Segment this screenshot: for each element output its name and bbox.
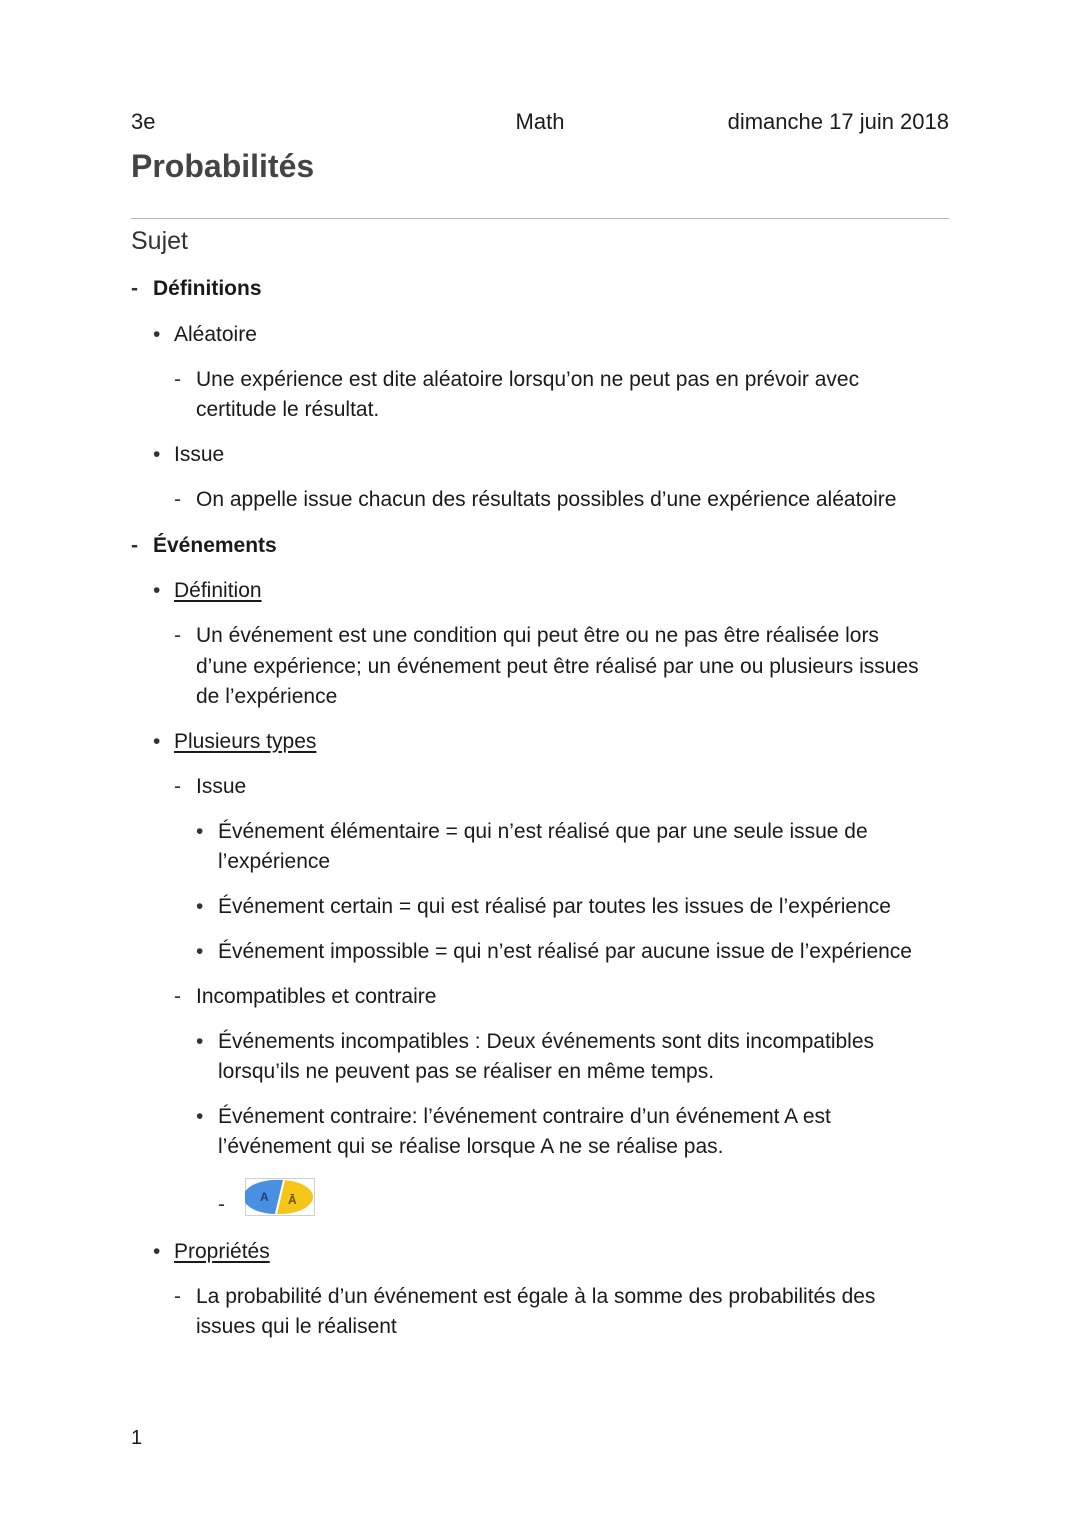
heading-definitions: Définitions bbox=[153, 277, 262, 300]
bullet-marker: • bbox=[196, 1030, 204, 1053]
dash-marker: - bbox=[174, 488, 181, 511]
certain-text: Événement certain = qui est réalisé par toutes les issues de l’expérience bbox=[218, 895, 891, 918]
contraire-text-2: l’événement qui se réalise lorsque A ne se réalise pas. bbox=[218, 1135, 724, 1158]
section-title: Sujet bbox=[131, 227, 188, 255]
divider bbox=[131, 218, 949, 219]
bullet-marker: • bbox=[153, 1240, 161, 1263]
aleatoire-text-1: Une expérience est dite aléatoire lorsqu’on ne peut pas en prévoir avec bbox=[196, 368, 860, 391]
impossible-text: Événement impossible = qui n’est réalisé par aucune issue de l’expérience bbox=[218, 940, 912, 963]
bullet-marker: • bbox=[153, 323, 161, 346]
heading-evenements: Événements bbox=[153, 534, 277, 557]
a-label: A bbox=[260, 1190, 269, 1204]
definition-text-2: d’une expérience; un événement peut être réalisé par une ou plusieurs issues bbox=[196, 655, 919, 678]
bullet-marker: • bbox=[153, 443, 161, 466]
dash-marker: - bbox=[174, 775, 181, 798]
contraire-text-1: Événement contraire: l’événement contraire d’un événement A est bbox=[218, 1105, 831, 1128]
item-proprietes: Propriétés bbox=[174, 1240, 270, 1263]
dash-marker: - bbox=[174, 624, 181, 647]
dash-marker: - bbox=[131, 277, 138, 300]
header-subject: Math bbox=[515, 109, 565, 134]
definition-text-1: Un événement est une condition qui peut être ou ne pas être réalisée lors bbox=[196, 624, 879, 647]
elementaire-text-1: Événement élémentaire = qui n’est réalisé que par une seule issue de bbox=[218, 820, 868, 843]
dash-marker: - bbox=[174, 1285, 181, 1308]
bullet-marker: • bbox=[196, 1105, 204, 1128]
page-title: Probabilités bbox=[131, 148, 315, 184]
abar-label: Ā bbox=[288, 1193, 297, 1207]
proprietes-text-1: La probabilité d’un événement est égale à la somme des probabilités des bbox=[196, 1285, 876, 1308]
complement-diagram bbox=[245, 1178, 315, 1216]
dash-marker: - bbox=[218, 1193, 225, 1216]
bullet-marker: • bbox=[153, 579, 161, 602]
definition-text-3: de l’expérience bbox=[196, 685, 338, 708]
aleatoire-text-2: certitude le résultat. bbox=[196, 398, 380, 421]
item-issue: Issue bbox=[174, 443, 225, 466]
item-aleatoire: Aléatoire bbox=[174, 323, 257, 346]
proprietes-text-2: issues qui le réalisent bbox=[196, 1315, 397, 1338]
issue-text: On appelle issue chacun des résultats possibles d’une expérience aléatoire bbox=[196, 488, 897, 511]
item-plusieurs-types: Plusieurs types bbox=[174, 730, 317, 753]
subitem-incompatibles: Incompatibles et contraire bbox=[196, 985, 437, 1008]
page-number: 1 bbox=[131, 1427, 143, 1449]
item-definition: Définition bbox=[174, 579, 262, 602]
dash-marker: - bbox=[174, 985, 181, 1008]
subitem-issue: Issue bbox=[196, 775, 247, 798]
bullet-marker: • bbox=[196, 895, 204, 918]
dash-marker: - bbox=[131, 534, 138, 557]
bullet-marker: • bbox=[153, 730, 161, 753]
incompatibles-text-2: lorsqu’ils ne peuvent pas se réaliser en même temps. bbox=[218, 1060, 715, 1083]
incompatibles-text-1: Événements incompatibles : Deux événements sont dits incompatibles bbox=[218, 1030, 875, 1053]
bullet-marker: • bbox=[196, 940, 204, 963]
header-class: 3e bbox=[131, 109, 156, 134]
elementaire-text-2: l’expérience bbox=[218, 850, 331, 873]
header-date: dimanche 17 juin 2018 bbox=[727, 109, 949, 134]
bullet-marker: • bbox=[196, 820, 204, 843]
dash-marker: - bbox=[174, 368, 181, 391]
